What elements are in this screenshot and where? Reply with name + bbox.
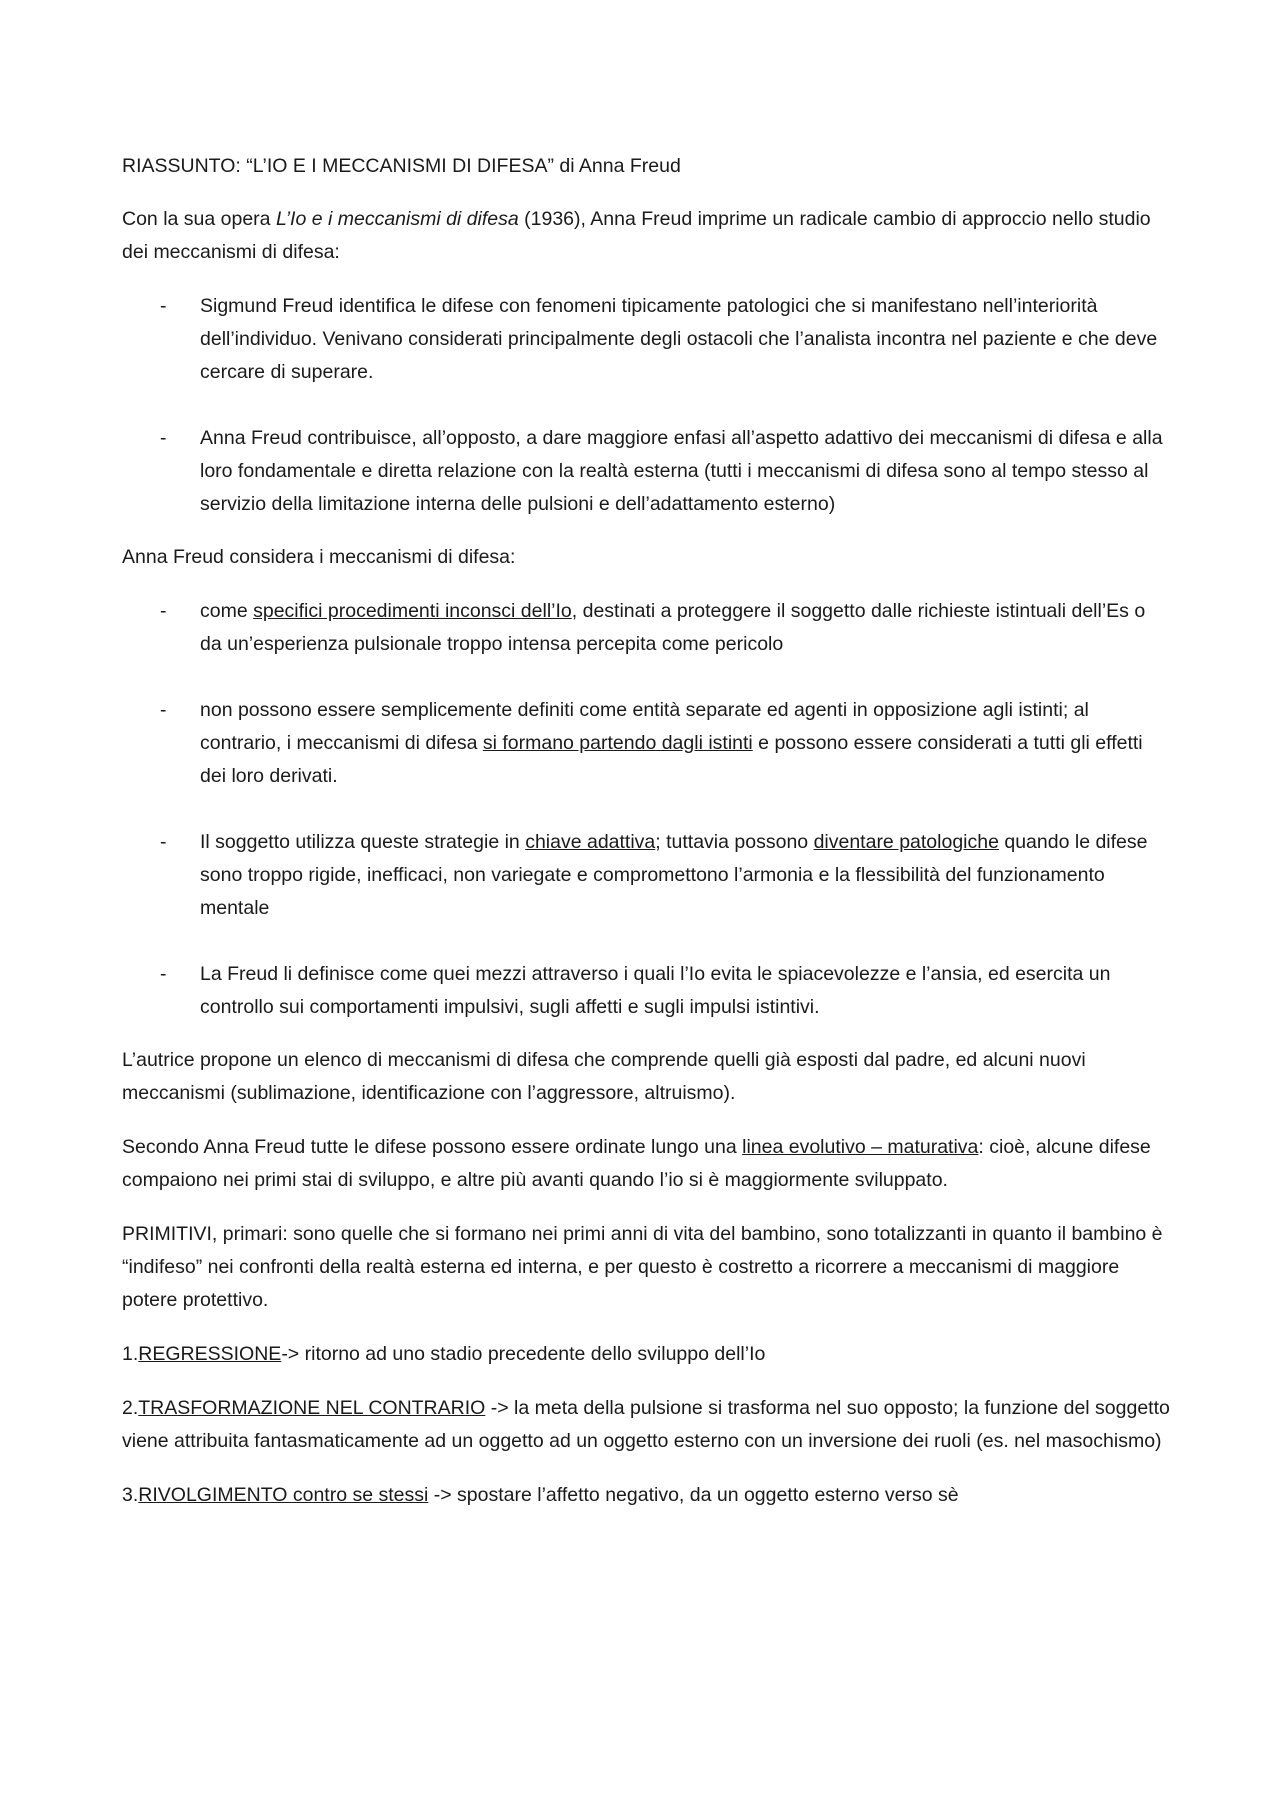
text-run: Secondo Anna Freud tutte le difese possono essere ordinate lungo una (122, 1136, 743, 1158)
dash-bullet: - (160, 427, 167, 449)
list-item-text (200, 699, 1143, 787)
intro-after: (1936), Anna Freud imprime un radicale cambio di approccio nello studio dei meccanismi di difesa: (122, 208, 1151, 263)
mechanism-trasformazione (122, 1392, 1172, 1458)
comparison-list (122, 290, 1172, 521)
considera-paragraph: Anna Freud considera i meccanismi di difesa: (122, 546, 516, 568)
dash-bullet: - (160, 699, 167, 721)
mechanism-name: REGRESSIONE (138, 1343, 282, 1365)
list-item-text: Sigmund Freud identifica le difese con fenomeni tipicamente patologici che si manifestano nell’interiorità dell’individuo. Venivano considerati principalmente degli ostacoli che l’analista incontra nel paziente e che deve cercare di superare. (200, 295, 1158, 383)
list-item (122, 826, 1172, 925)
secondo-paragraph (122, 1131, 1172, 1197)
mechanism-description: -> ritorno ad uno stadio precedente dello sviluppo dell’Io (281, 1343, 766, 1365)
underlined-text: linea evolutivo – maturativa (742, 1136, 979, 1158)
text-run: ; tuttavia possono (655, 831, 814, 853)
list-item (122, 595, 1172, 661)
elenco-paragraph: L’autrice propone un elenco di meccanismi di difesa che comprende quelli già esposti dal padre, ed alcuni nuovi meccanismi (sublimazione, identificazione con l’aggressore, altruismo). (122, 1049, 1086, 1104)
mechanism-description: -> la meta della pulsione si trasforma nel suo opposto; la funzione del soggetto viene attribuita fantasmaticamente ad un oggetto ad un oggetto esterno con un inversione dei ruoli (es. nel masochismo) (122, 1397, 1170, 1452)
list-item (122, 958, 1172, 1024)
mechanism-description: -> spostare l’affetto negativo, da un oggetto esterno verso sè (428, 1484, 959, 1506)
list-item (122, 694, 1172, 793)
list-item-text: Anna Freud contribuisce, all’opposto, a dare maggiore enfasi all’aspetto adattivo dei meccanismi di difesa e alla loro fondamentale e diretta relazione con la realtà esterna (tutti i meccanismi di difesa sono al tempo stesso al servizio della limitazione interna delle pulsioni e dell’adattamento esterno) (200, 427, 1163, 515)
dash-bullet: - (160, 600, 167, 622)
intro-paragraph (122, 203, 1172, 269)
mechanism-number: 2. (122, 1397, 139, 1419)
mechanism-name: TRASFORMAZIONE NEL CONTRARIO (138, 1397, 486, 1419)
list-item (122, 422, 1172, 521)
primitivi-paragraph: PRIMITIVI, primari: sono quelle che si formano nei primi anni di vita del bambino, sono totalizzanti in quanto il bambino è “indifeso” nei confronti della realtà esterna ed interna, e per questo è costretto a ricorrere a meccanismi di maggiore potere protettivo. (122, 1223, 1163, 1311)
text-run: , destinati a proteggere il soggetto dalle richieste istintuali dell’Es o da un’esperienza pulsionale troppo intensa percepita come pericolo (200, 600, 1146, 655)
underlined-text: si formano partendo dagli istinti (482, 732, 753, 754)
list-item-text (200, 831, 1148, 919)
list-item (122, 290, 1172, 389)
mechanism-number: 1. (122, 1343, 139, 1365)
text-run: come (200, 600, 254, 622)
list-item-text: La Freud li definisce come quei mezzi attraverso i quali l’Io evita le spiacevolezze e l’ansia, ed esercita un controllo sui comportamenti impulsivi, sugli affetti e sugli impulsi istintivi. (200, 963, 1111, 1018)
mechanism-name: RIVOLGIMENTO contro se stessi (138, 1484, 429, 1506)
mechanism-number: 3. (122, 1484, 139, 1506)
underlined-text: diventare patologiche (813, 831, 999, 853)
underlined-text: chiave adattiva (525, 831, 656, 853)
intro-before: Con la sua opera (122, 208, 276, 230)
work-title: L’Io e i meccanismi di difesa (275, 208, 519, 230)
document-title: RIASSUNTO: “L’IO E I MECCANISMI DI DIFESA” di Anna Freud (122, 155, 681, 177)
text-run: : cioè, alcune difese compaiono nei primi stai di sviluppo, e altre più avanti quando l’io si è maggiormente sviluppato. (122, 1136, 1151, 1191)
dash-bullet: - (160, 831, 167, 853)
document-page (122, 150, 1172, 1533)
underlined-text: specifici procedimenti inconsci dell’Io (253, 600, 572, 622)
text-run: quando le difese sono troppo rigide, inefficaci, non variegate e compromettono l’armonia e la flessibilità del funzionamento mentale (200, 831, 1148, 919)
list-item-text (200, 600, 1145, 655)
mechanism-regressione (122, 1338, 1172, 1371)
defense-list (122, 595, 1172, 1024)
text-run: non possono essere semplicemente definiti come entità separate ed agenti in opposizione agli istinti; al contrario, i meccanismi di difesa (200, 699, 1089, 754)
dash-bullet: - (160, 963, 167, 985)
text-run: Il soggetto utilizza queste strategie in (200, 831, 526, 853)
dash-bullet: - (160, 295, 167, 317)
mechanism-rivolgimento (122, 1479, 1172, 1512)
text-run: e possono essere considerati a tutti gli effetti dei loro derivati. (200, 732, 1143, 787)
